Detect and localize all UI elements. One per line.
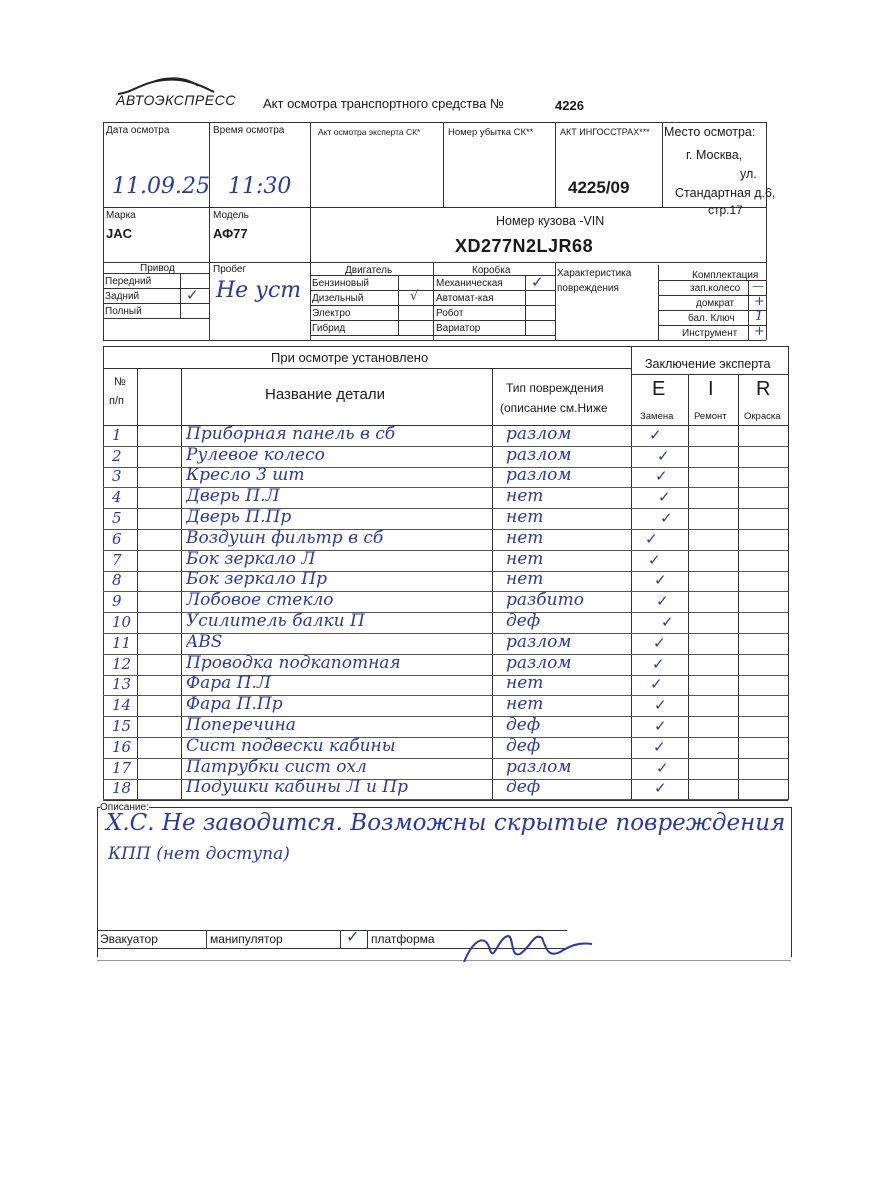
expert-title: Заключение эксперта <box>645 357 771 371</box>
row-damage-type: разлом <box>506 444 572 465</box>
row-part-name: Кресло 3 шт <box>186 465 305 486</box>
row-part-name: Дверь П.Л <box>186 486 280 507</box>
col-no-2: п/п <box>109 395 124 407</box>
place-city: г. Москва, <box>686 148 743 162</box>
expert-act-label: Акт осмотра эксперта СК* <box>318 127 421 137</box>
inspection-title: При осмотре установлено <box>271 350 429 365</box>
col-type-2: (описание см.Ниже <box>500 401 608 415</box>
row-damage-type: деф <box>506 777 541 798</box>
row-replace-check-icon: ✓ <box>654 696 667 715</box>
row-part-name: Приборная панель в сб <box>186 423 396 444</box>
row-damage-type: разбито <box>506 590 584 611</box>
equipment-wrench: бал. Ключ <box>688 313 735 324</box>
sub-paint: Окраска <box>744 411 781 422</box>
row-damage-type: разлом <box>506 756 572 777</box>
engine-diesel: Дизельный <box>312 293 364 304</box>
time-value: 11:30 <box>228 174 292 199</box>
row-replace-check-icon: ✓ <box>658 488 671 507</box>
page-title: Акт осмотра транспортного средства № <box>263 96 504 111</box>
row-replace-check-icon: ✓ <box>649 425 662 444</box>
row-part-name: Дверь П.Пр <box>186 507 292 527</box>
damage-char-label-2: повреждения <box>557 283 619 294</box>
row-part-name: Воздушн фильтр в сб <box>186 527 384 548</box>
evac-platform: платформа <box>371 932 435 946</box>
equipment-spare: зап.колесо <box>690 283 741 294</box>
row-number: 18 <box>112 779 132 798</box>
row-damage-type: разлом <box>506 631 572 652</box>
row-replace-check-icon: ✓ <box>652 654 665 673</box>
col-part: Название детали <box>265 386 385 403</box>
row-part-name: ABS <box>186 631 223 652</box>
mileage-value: Не уст <box>216 278 302 303</box>
row-replace-check-icon: ✓ <box>654 571 667 590</box>
row-part-name: Патрубки сист охл <box>186 756 367 777</box>
row-number: 13 <box>112 675 132 694</box>
drive-full: Полный <box>105 306 142 317</box>
row-part-name: Фара П.Пр <box>186 694 283 715</box>
row-number: 11 <box>112 633 132 652</box>
logo <box>110 74 236 112</box>
gearbox-manual: Механическая <box>436 278 503 289</box>
sub-replace: Замена <box>640 411 674 422</box>
row-number: 12 <box>112 654 132 673</box>
description-label: Описание: <box>100 802 149 813</box>
drive-title: Привод <box>140 263 175 274</box>
row-replace-check-icon: ✓ <box>654 779 667 798</box>
col-type-1: Тип повреждения <box>506 381 604 395</box>
gearbox-auto: Автомат-кая <box>436 293 494 304</box>
damage-char-label-1: Характеристика <box>557 268 632 279</box>
equipment-jack-value: + <box>754 294 765 309</box>
evac-check-icon: ✓ <box>346 927 360 946</box>
row-number: 14 <box>112 696 132 715</box>
row-part-name: Поперечина <box>186 715 296 735</box>
gearbox-cvt: Вариатор <box>436 323 481 334</box>
engine-title: Двигатель <box>345 265 393 276</box>
place-label: Место осмотра: <box>664 125 756 139</box>
row-replace-check-icon: ✓ <box>661 613 674 631</box>
engine-electric: Электро <box>312 308 351 319</box>
row-damage-type: разлом <box>506 465 572 486</box>
row-number: 2 <box>112 446 122 465</box>
row-number: 8 <box>112 571 122 590</box>
row-damage-type: нет <box>506 527 544 548</box>
equipment-title: Комплектация <box>692 270 759 281</box>
row-replace-check-icon: ✓ <box>655 467 668 486</box>
model-value: АФ77 <box>213 226 248 241</box>
drive-rear-check-icon: ✓ <box>186 286 199 304</box>
engine-diesel-check-icon: √ <box>410 289 419 304</box>
vin-label: Номер кузова -VIN <box>496 214 605 228</box>
row-replace-check-icon: ✓ <box>654 717 667 735</box>
row-replace-check-icon: ✓ <box>656 758 669 777</box>
row-damage-type: нет <box>506 673 544 694</box>
ingos-act-label: АКТ ИНГОССТРАХ*** <box>560 127 650 137</box>
mileage-label: Пробег <box>213 264 247 275</box>
description-line-1: Х.С. Не заводится. Возможны скрытые повреждения <box>106 810 786 836</box>
row-part-name: Усилитель балки П <box>186 611 365 631</box>
place-street: ул. <box>740 167 757 181</box>
make-value: JAC <box>106 226 133 241</box>
time-label: Время осмотра <box>213 125 285 136</box>
row-part-name: Подушки кабины Л и Пр <box>186 777 409 798</box>
row-replace-check-icon: ✓ <box>653 633 666 652</box>
row-number: 7 <box>112 550 122 569</box>
row-damage-type: нет <box>506 569 544 590</box>
row-damage-type: деф <box>506 735 541 756</box>
row-number: 15 <box>112 717 132 735</box>
row-damage-type: нет <box>506 507 544 527</box>
place-building: стр.17 <box>708 203 743 217</box>
row-number: 3 <box>112 467 122 486</box>
row-replace-check-icon: ✓ <box>656 592 669 611</box>
row-number: 4 <box>112 488 122 507</box>
row-damage-type: деф <box>506 611 541 631</box>
row-number: 17 <box>112 758 132 777</box>
equipment-wrench-value: 1 <box>755 309 764 324</box>
row-damage-type: разлом <box>506 423 572 444</box>
gearbox-title: Коробка <box>472 265 511 276</box>
drive-front: Передний <box>105 276 152 287</box>
row-replace-check-icon: ✓ <box>657 446 670 465</box>
make-label: Марка <box>106 210 136 221</box>
row-part-name: Сист подвески кабины <box>186 735 396 756</box>
equipment-tools: Инструмент <box>682 328 738 339</box>
col-no-1: № <box>114 376 126 388</box>
gearbox-robot: Робот <box>436 308 464 319</box>
row-part-name: Бок зеркало Л <box>186 548 316 569</box>
row-part-name: Лобовое стекло <box>186 590 334 611</box>
date-value: 11.09.25 <box>112 174 210 199</box>
model-label: Модель <box>213 210 249 221</box>
row-number: 10 <box>112 613 132 631</box>
loss-number-label: Номер убытка СК** <box>448 127 534 138</box>
row-number: 5 <box>112 509 122 527</box>
date-label: Дата осмотра <box>106 125 170 136</box>
row-replace-check-icon: ✓ <box>660 509 673 527</box>
logo-text: АВТОЭКСПРЕСС <box>116 92 236 108</box>
description-line-2: КПП (нет доступа) <box>108 844 290 864</box>
equipment-spare-value: — <box>752 279 764 293</box>
row-replace-check-icon: ✓ <box>645 529 658 548</box>
row-part-name: Фара П.Л <box>186 673 272 694</box>
row-damage-type: нет <box>506 694 544 715</box>
engine-petrol: Бензиновый <box>312 278 369 289</box>
equipment-tools-value: + <box>754 324 765 339</box>
vin-value: XD277N2LJR68 <box>455 236 594 256</box>
row-number: 16 <box>112 737 132 756</box>
row-part-name: Проводка подкапотная <box>186 652 401 673</box>
row-damage-type: нет <box>506 548 544 569</box>
row-damage-type: разлом <box>506 652 572 673</box>
row-damage-type: деф <box>506 715 541 735</box>
engine-hybrid: Гибрид <box>312 323 346 334</box>
gearbox-manual-check-icon: ✓ <box>531 273 544 291</box>
signature-icon <box>460 928 600 968</box>
evac-manipulator: манипулятор <box>210 932 283 946</box>
ingos-act-value: 4225/09 <box>568 178 630 197</box>
code-r: R <box>756 378 771 400</box>
code-e: E <box>652 378 666 400</box>
row-damage-type: нет <box>506 486 544 507</box>
place-house: Стандартная д.6, <box>675 186 776 200</box>
row-number: 1 <box>112 425 122 444</box>
row-part-name: Бок зеркало Пр <box>186 569 327 590</box>
equipment-jack: домкрат <box>696 298 735 309</box>
row-replace-check-icon: ✓ <box>650 675 663 694</box>
code-i: I <box>708 378 714 400</box>
drive-rear: Задний <box>105 291 140 302</box>
evac-label: Эвакуатор <box>100 932 158 946</box>
row-number: 6 <box>112 529 122 548</box>
row-number: 9 <box>112 592 122 611</box>
act-number: 4226 <box>555 98 584 113</box>
sub-repair: Ремонт <box>694 411 727 422</box>
row-part-name: Рулевое колесо <box>186 444 325 465</box>
row-replace-check-icon: ✓ <box>648 550 661 569</box>
row-replace-check-icon: ✓ <box>653 737 666 756</box>
